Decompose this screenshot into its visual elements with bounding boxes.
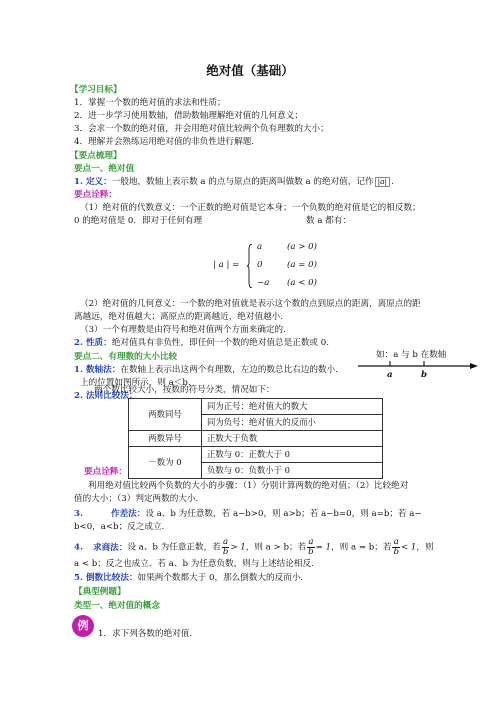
summary-heading: 【要点梳理】: [70, 151, 122, 161]
definition-text: 一般地，数轴上表示数 a 的点与原点的距离叫做数 a 的绝对值，记作: [111, 177, 374, 187]
table-cell-category: 两数同号: [129, 399, 202, 431]
quotient-gt1: > 1: [230, 542, 246, 553]
fraction-numerator: a: [308, 537, 314, 547]
definition-end: .: [391, 177, 394, 187]
note-2-line-1: （2）绝对值的几何意义：一个数的绝对值就是表示这个数的点到原点的距离，离原点的距: [80, 299, 421, 309]
fraction-a-over-b: [392, 538, 400, 556]
page-title: 绝对值（基础）: [206, 63, 294, 78]
number-line-svg: [356, 344, 480, 390]
reciprocal-method-label: 5. 倒数比较法：: [74, 573, 138, 583]
fraction-denominator: b: [222, 546, 229, 557]
section-heading-absolute-value: 要点一、绝对值: [74, 164, 135, 174]
goals-heading: 【学习目标】: [70, 85, 122, 95]
definition-label: 1. 定义：: [74, 177, 112, 187]
example-question-1: 1．求下列各数的绝对值.: [98, 629, 193, 639]
piecewise-condition: (a < 0): [287, 278, 317, 288]
table-row: [129, 431, 383, 447]
goal-item: 1．掌握一个数的绝对值的求法和性质；: [74, 98, 226, 108]
fraction-denominator: b: [393, 546, 399, 557]
piecewise-condition: (a > 0): [287, 242, 317, 252]
rule-method-label: 2. 法则比较法：: [74, 391, 138, 401]
number-line-text-2: 上的位置如图所示，则 a＜b.: [80, 378, 191, 388]
note-1-line-1: （1）绝对值的代数意义：一个正数的绝对值是它本身；一个负数的绝对值是它的相反数；: [80, 203, 421, 213]
property-label: 2. 性质：: [74, 338, 112, 348]
table-cell-rule: 正数与 0：正数大于 0: [202, 447, 383, 463]
piecewise-definition: [213, 240, 333, 292]
comparison-note-label: 要点诠释：: [84, 467, 127, 477]
table-row: [129, 399, 383, 415]
number-line-method: [74, 364, 338, 376]
quotient-method-number: 4.: [74, 542, 83, 553]
property-line: [74, 337, 329, 349]
quotient-method-line: [74, 538, 434, 556]
table-row: [129, 447, 383, 463]
quotient-method-label: 求商法：: [92, 542, 128, 553]
fraction-numerator: a: [393, 537, 399, 547]
comparison-table: [128, 398, 383, 479]
comparison-note-line-2: 值的大小；（3）判定两数的大小.: [74, 494, 199, 504]
table-cell-rule: 负数与 0：负数小于 0: [202, 463, 383, 479]
goal-item: 3．会求一个数的绝对值，并会用绝对值比较两个负有理数的大小；: [74, 124, 329, 134]
number-line-note: 如：a 与 b 在数轴: [376, 350, 447, 360]
table-cell-category: 两数异号: [129, 431, 202, 447]
example-type-heading: 类型一、绝对值的概念: [74, 601, 160, 611]
goal-item: 2．进一步学习使用数轴，借助数轴理解绝对值的几何意义；: [74, 111, 303, 121]
piecewise-case: a: [257, 242, 263, 252]
number-line-label-a: a: [387, 370, 393, 380]
definition-line: [74, 176, 394, 188]
note-label: 要点诠释：: [74, 190, 117, 200]
table-cell-rule: 正数大于负数: [202, 431, 383, 447]
number-line-label-b: b: [421, 370, 428, 380]
quotient-eq1: = 1: [315, 542, 332, 553]
piecewise-condition: (a = 0): [287, 260, 317, 270]
number-line-figure: [356, 344, 480, 390]
quotient-method-line-2: a < b；反之也成立．若 a、b 为任意负数，则与上述结论相反.: [74, 559, 314, 569]
piecewise-lhs: | a | =: [213, 260, 240, 270]
section-heading-comparison: 要点二、有理数的大小比较: [74, 352, 178, 362]
number-line-label: 1. 数轴法：: [74, 365, 121, 375]
abs-symbol: |a|: [375, 177, 391, 187]
note-1-line-2b: 数 a 都有：: [306, 216, 351, 226]
difference-method-number: 3.: [74, 509, 83, 519]
rule-intro: 两个数比较大小，按数的符号分类，情况如下：: [94, 385, 275, 395]
difference-method-text-2: b<0，a<b；反之成立.: [74, 522, 165, 532]
fraction-a-over-b: [307, 538, 315, 556]
property-text: 绝对值具有非负性，即任何一个数的绝对值总是正数或 0.: [111, 338, 329, 348]
table-cell-category: －数为 0: [129, 447, 202, 479]
reciprocal-method-text: 如果两个数都大于 0，那么倒数大的反而小.: [137, 573, 304, 583]
fraction-a-over-b: [222, 538, 230, 556]
difference-method-line: [74, 508, 422, 520]
note-2-line-2: 离越远，绝对值越大；离原点的距离越近，绝对值越小.: [74, 312, 283, 322]
table-cell-rule: 同为负号：绝对值大的反而小: [202, 415, 383, 431]
examples-heading: 【典型例题】: [74, 587, 126, 597]
fraction-numerator: a: [223, 537, 229, 547]
number-line-text: 在数轴上表示出这两个有理数，左边的数总比右边的数小.: [120, 365, 338, 375]
table-cell-rule: 同为正号：绝对值大的数大: [202, 399, 383, 415]
quotient-then2: ，则 a = b；若: [331, 542, 392, 553]
example-badge: 例: [72, 615, 94, 637]
note-3: （3）一个有理数是由符号和绝对值两个方面来确定的.: [80, 325, 286, 335]
comparison-note-line-1: 利用绝对值比较两个负数的大小的步骤：（1）分别计算两数的绝对值；（2）比较绝对: [88, 481, 409, 491]
note-1-line-2: 0 的绝对值是 0．即对于任何有理: [74, 216, 203, 226]
quotient-then3: ，则: [416, 542, 434, 553]
piecewise-case: −a: [257, 278, 270, 288]
goal-item: 4．理解并会熟练运用绝对值的非负性进行解题.: [74, 137, 255, 147]
quotient-text: 设 a、b 为任意正数，若: [127, 542, 221, 553]
reciprocal-method-line: [74, 572, 303, 584]
quotient-lt1: < 1: [400, 542, 417, 553]
piecewise-case: 0: [257, 260, 263, 270]
arrow-right-icon: [470, 363, 478, 369]
quotient-then1: ，则 a > b；若: [245, 542, 307, 553]
left-brace: [247, 244, 253, 288]
fraction-denominator: b: [308, 546, 314, 557]
difference-method-label: 作差法：: [110, 509, 146, 519]
difference-method-text: 设 a、b 为任意数，若 a−b>0，则 a>b；若 a−b=0，则 a=b；若 a−: [145, 509, 422, 519]
